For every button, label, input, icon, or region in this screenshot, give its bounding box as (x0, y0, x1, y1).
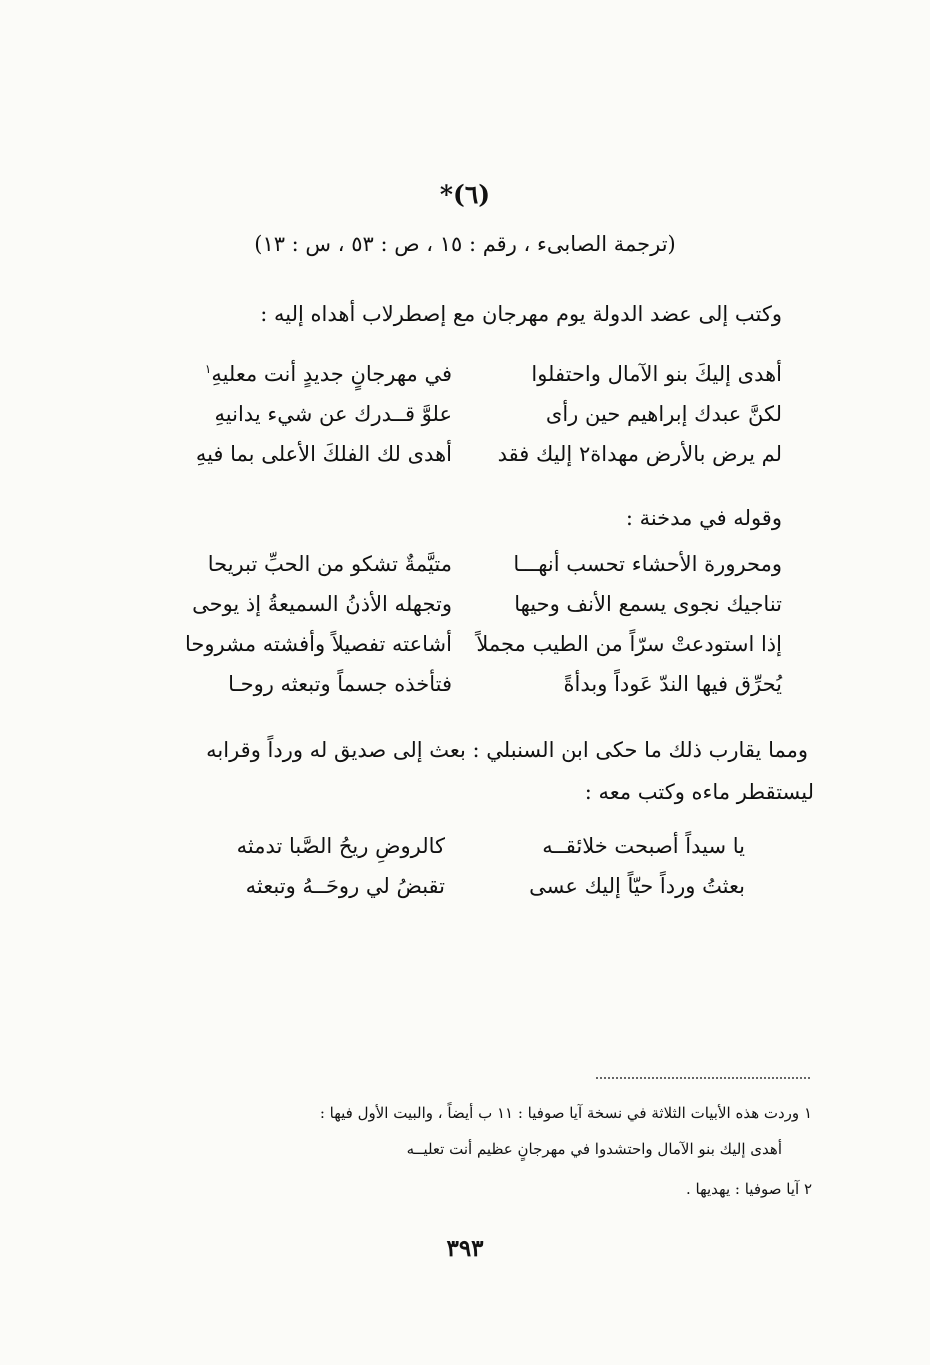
verse-line (0, 632, 930, 670)
footnote-divider (596, 1077, 810, 1079)
verse-line (0, 672, 930, 710)
verse-second-hemistich: وتجهله الأذنُ السميعةُ إذ يوحى (192, 592, 452, 616)
verse-line (0, 442, 930, 480)
verse-first-hemistich: إذا استودعتْ سرّاً من الطيب مجملاً (476, 632, 782, 656)
verse-first-hemistich: تناجيك نجوى يسمع الأنف وحيها (514, 592, 782, 616)
intro-paragraph-3: ومما يقارب ذلك ما حكى ابن السنبلي : بعث إلى صديق له ورداً وقرابه (206, 738, 808, 762)
verse-second-hemistich: كالروضِ ريحُ الصَّبا تدمثه (236, 834, 445, 858)
verse-line (0, 402, 930, 440)
footnote-1-verse: أهدى إليك بنو الآمال واحتشدوا في مهرجانٍ عظيم أنت تعليــه (406, 1140, 782, 1158)
intro-paragraph-1: وكتب إلى عضد الدولة يوم مهرجان مع إصطرلاب أهداه إليه : (260, 302, 782, 326)
verse-second-hemistich: علوَّ قــدرك عن شيء يدانيهِ (214, 402, 452, 426)
verse-first-hemistich: يُحرِّق فيها الندّ عَوداً وبدأةً (563, 672, 782, 696)
verse-line (0, 592, 930, 630)
section-number: (٦)* (439, 180, 491, 209)
verse-first-hemistich: لكنَّ عبدك إبراهيم حين رأى (545, 402, 782, 426)
intro-paragraph-2: وقوله في مدخنة : (625, 506, 782, 530)
verse-second-hemistich: تقبضُ لي روحَــهُ وتبعثه (245, 874, 445, 898)
source-reference: (ترجمة الصابىء ، رقم : ١٥ ، ص : ٥٣ ، س : ١٣) (254, 232, 676, 256)
verse-line (0, 552, 930, 590)
verse-line (0, 362, 930, 400)
footnote-1: ١ وردت هذه الأبيات الثلاثة في نسخة آيا صوفيا : ١١ ب أيضاً ، والبيت الأول فيها : (319, 1104, 812, 1122)
page-number: ٣٩٣ (446, 1235, 484, 1262)
intro-paragraph-3-continued: ليستقطر ماءه وكتب معه : (584, 780, 814, 804)
verse-line (0, 834, 930, 872)
verse-first-hemistich: ومحرورة الأحشاء تحسب أنهـــا (513, 552, 782, 576)
verse-second-hemistich: متيَّمةٌ تشكو من الحبِّ تبريحا (207, 552, 452, 576)
verse-line (0, 874, 930, 912)
verse-second-hemistich: في مهرجانٍ جديدٍ أنت معليهِ$^١$ (204, 362, 452, 386)
verse-first-hemistich: بعثتُ ورداً حيّاً إليك عسى (529, 874, 745, 898)
footnote-2: ٢ آيا صوفيا : يهديها . (685, 1180, 812, 1198)
verse-first-hemistich: لم يرض بالأرض مهداة٢ إليك فقد (497, 442, 782, 466)
verse-first-hemistich: يا سيداً أصبحت خلائقــه (542, 834, 745, 858)
verse-first-hemistich: أهدى إليكَ بنو الآمال واحتفلوا (531, 362, 782, 386)
verse-second-hemistich: أشاعته تفصيلاً وأفشته مشروحا (185, 632, 452, 656)
verse-second-hemistich: فتأخذه جسماً وتبعثه روحـا (228, 672, 452, 696)
footnote-mark: ١ (204, 362, 212, 376)
verse-second-hemistich: أهدى لك الفلكَ الأعلى بما فيهِ (195, 442, 452, 466)
